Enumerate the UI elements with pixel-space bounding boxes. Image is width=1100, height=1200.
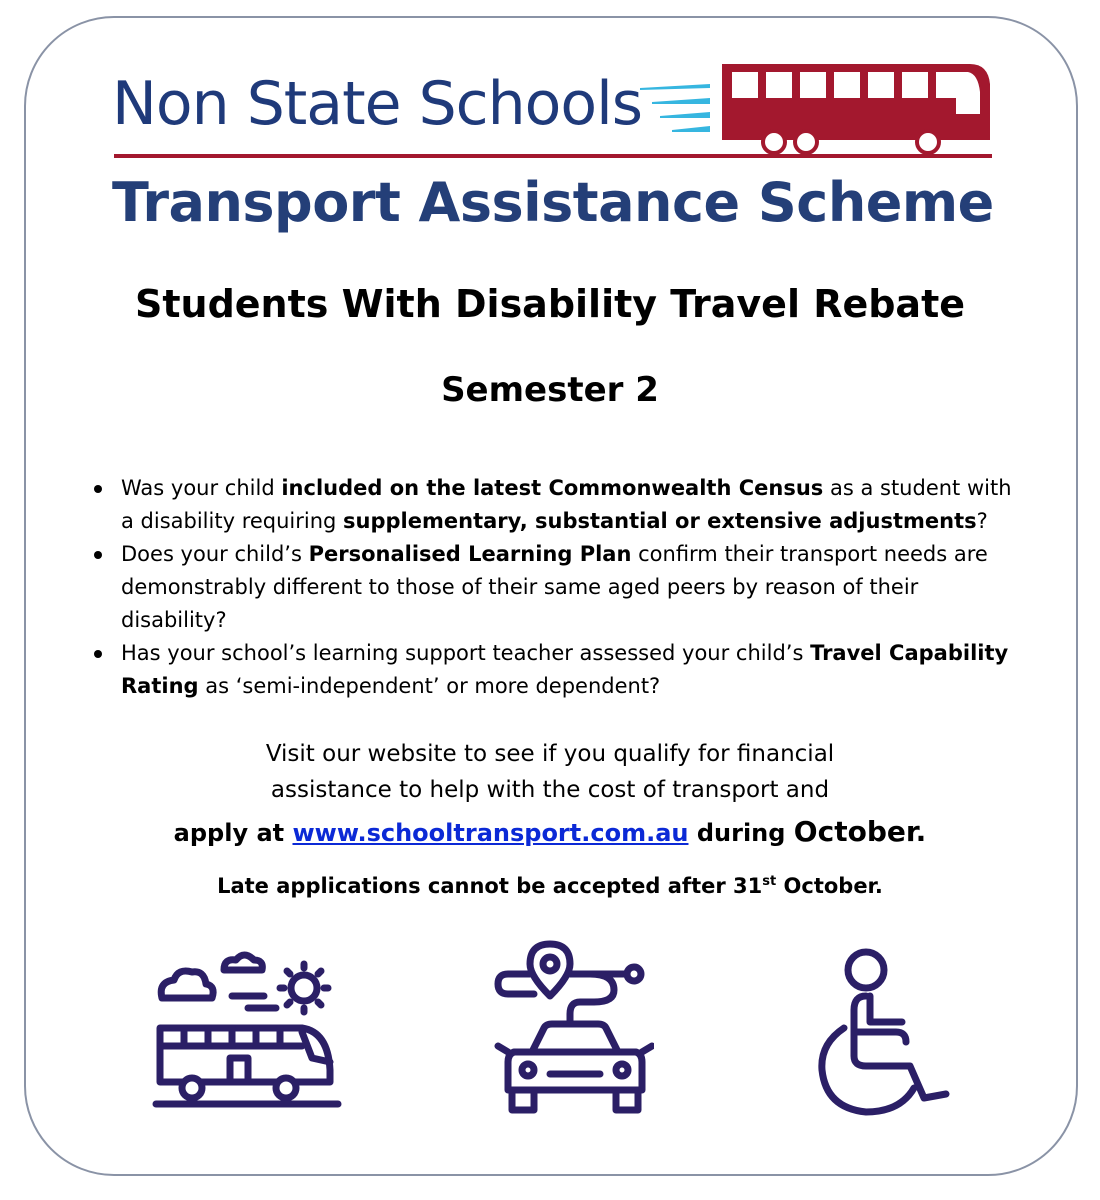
bus-logo-icon xyxy=(640,58,1000,158)
logo-divider xyxy=(114,154,992,158)
list-item: Has your school’s learning support teacher assessed your child’s Travel Capability Rating as ‘semi-independent’ or more dependent? xyxy=(92,637,1022,703)
logo-title-line2: Transport Assistance Scheme xyxy=(112,171,994,234)
logo-title-line1: Non State Schools xyxy=(112,69,643,139)
list-item: Does your child’s Personalised Learning Plan confirm their transport needs are demonstrably different to those of their same aged peers by reason of their disability? xyxy=(92,538,1022,637)
late-notice: Late applications cannot be accepted after 31st October. xyxy=(217,874,883,898)
eligibility-list xyxy=(92,472,1022,703)
bus-with-clouds-icon xyxy=(152,948,342,1108)
page-subtitle: Semester 2 xyxy=(441,370,659,410)
list-item: Was your child included on the latest Commonwealth Census as a student with a disability requiring supplementary, substantial or extensive adjustments? xyxy=(92,472,1022,538)
wheelchair-icon xyxy=(814,948,954,1118)
page-title: Students With Disability Travel Rebate xyxy=(134,282,966,326)
car-route-icon xyxy=(494,940,654,1120)
apply-line: apply at www.schooltransport.com.au during October. xyxy=(173,815,927,848)
website-link[interactable]: www.schooltransport.com.au xyxy=(292,819,689,847)
visit-text: Visit our website to see if you qualify for financial assistance to help with the cost of transport and xyxy=(265,741,835,803)
